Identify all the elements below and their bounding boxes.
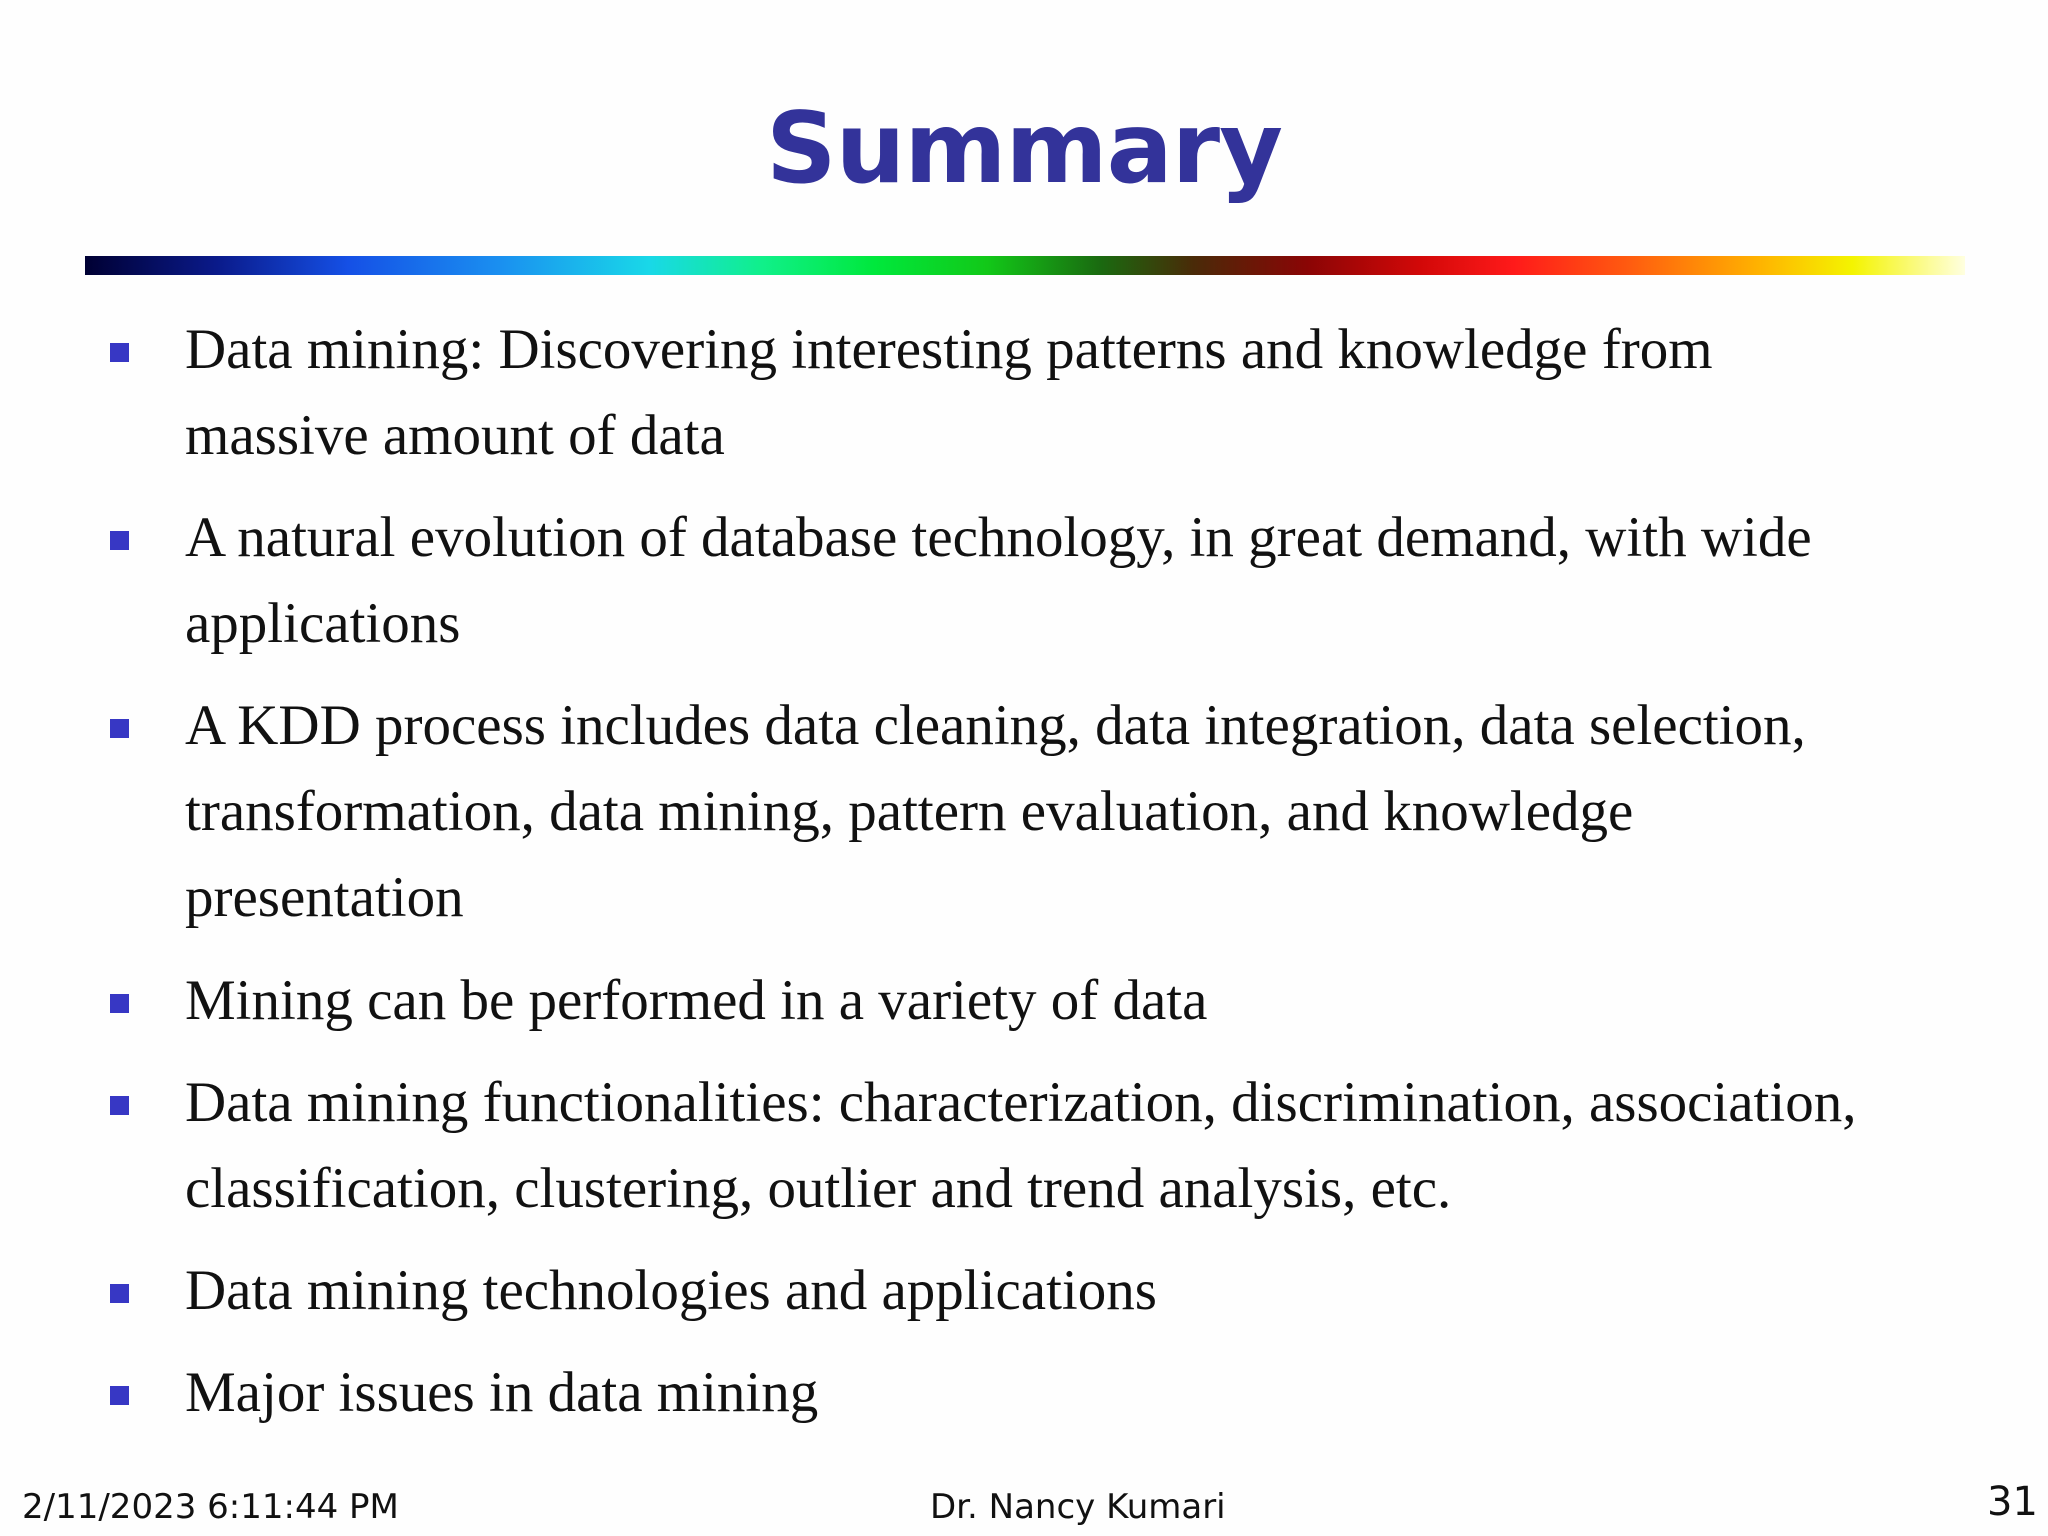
rainbow-divider [85, 256, 1965, 275]
bullet-text: Data mining functionalities: characterization, discrimination, association, classification, clustering, outlier and trend analysis, etc. [185, 1071, 1857, 1220]
square-bullet-icon [110, 531, 129, 550]
bullet-text: Data mining: Discovering interesting patterns and knowledge from massive amount of data [185, 318, 1713, 467]
square-bullet-icon [110, 1096, 129, 1115]
bullet-text: Major issues in data mining [185, 1361, 819, 1424]
square-bullet-icon [110, 343, 129, 362]
square-bullet-icon [110, 994, 129, 1013]
square-bullet-icon [110, 1284, 129, 1303]
bullet-text: A natural evolution of database technology, in great demand, with wide applications [185, 506, 1812, 655]
slide-title: Summary [766, 92, 1282, 206]
footer-date: 2/11/2023 6:11:44 PM [22, 1487, 399, 1527]
bullet-text: A KDD process includes data cleaning, data integration, data selection, transformation, data mining, pattern evaluation, and knowledge presentation [185, 694, 1806, 929]
slide-number: 31 [1987, 1479, 2038, 1525]
footer-author: Dr. Nancy Kumari [930, 1487, 1226, 1527]
square-bullet-icon [110, 719, 129, 738]
bullet-text: Mining can be performed in a variety of data [185, 969, 1208, 1032]
square-bullet-icon [110, 1386, 129, 1405]
bullet-text: Data mining technologies and applications [185, 1259, 1157, 1322]
